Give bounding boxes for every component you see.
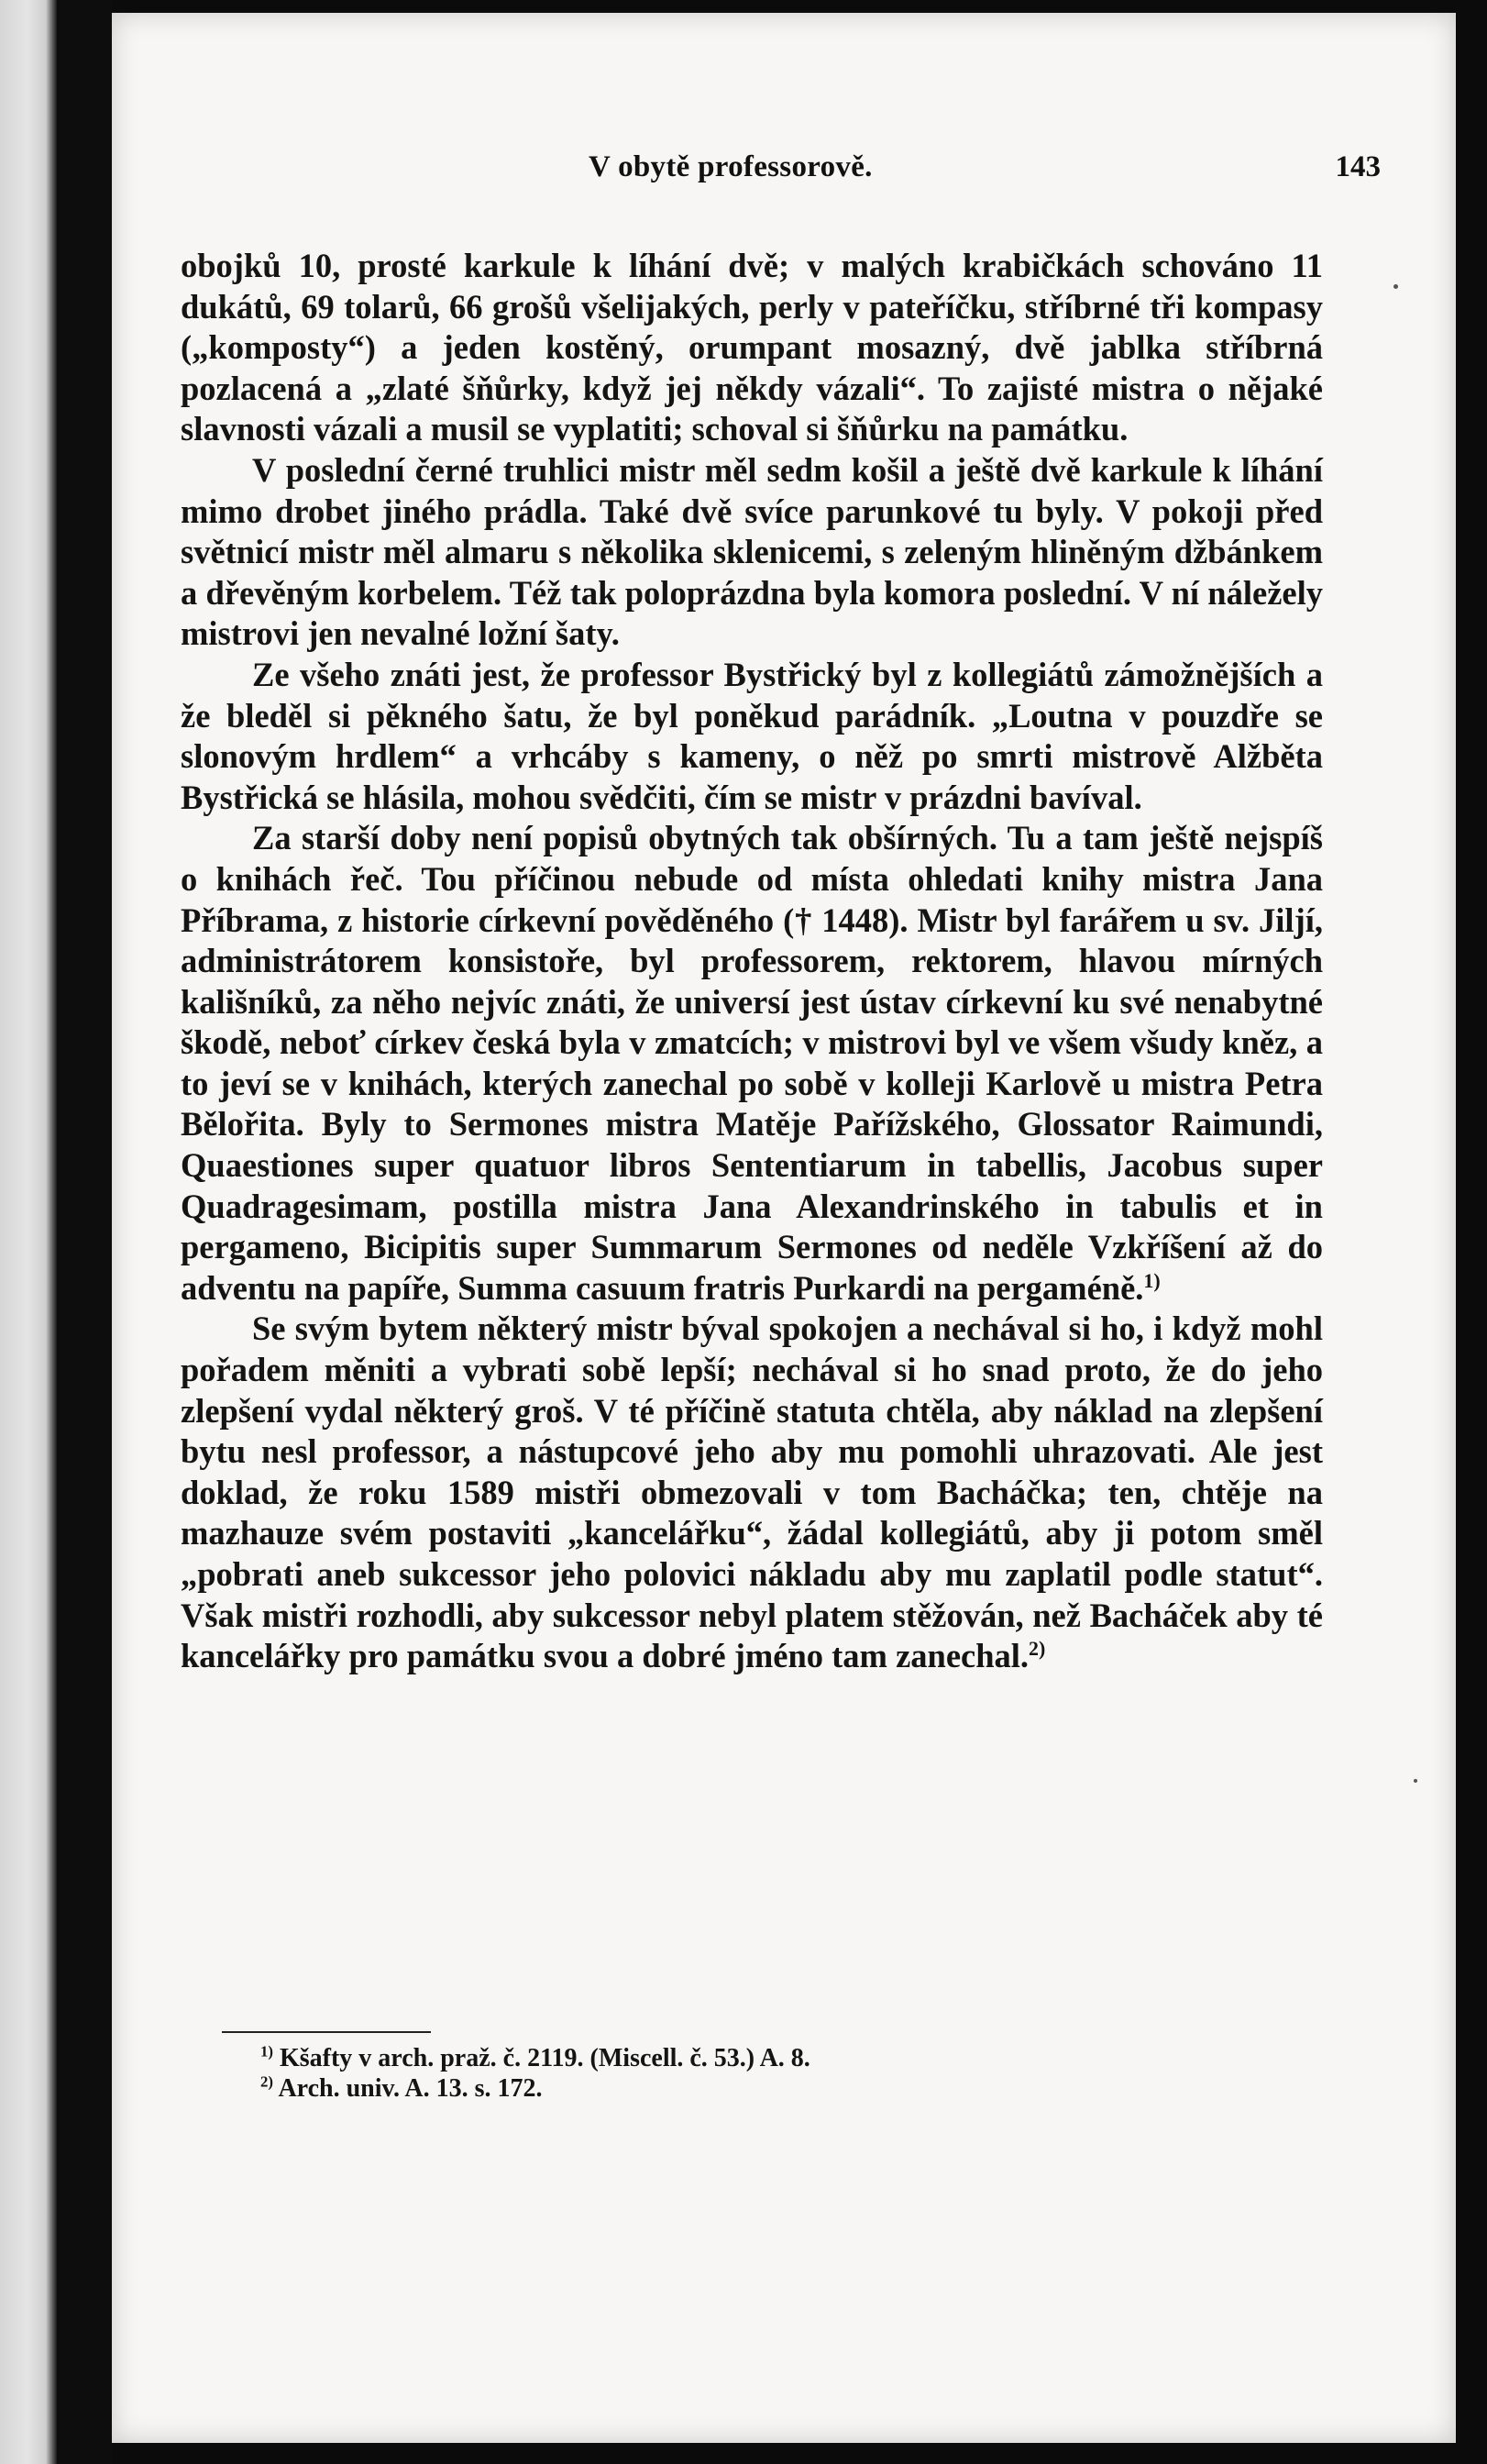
paper-speck (1393, 284, 1398, 289)
book-gutter-shadow (57, 0, 112, 2464)
adjacent-page-edge (0, 0, 57, 2464)
footnote-2 (260, 2073, 1269, 2104)
footnote-ref-1: 1) (1143, 1268, 1161, 1292)
book-page (112, 13, 1456, 2443)
footnote-2-mark: 2) (260, 2072, 273, 2091)
paragraph-5 (181, 1309, 1323, 1676)
paragraph-3-text: Ze všeho znáti jest, že professor Bystřický byl z kollegiátů zámožnějších a že bleděl si pěkného šatu, že byl poněkud parádník. „Loutna v pouzdře se slonovým hrdlem“ a vrhcáby s kameny, o něž po smrti mistrově Alžběta Bystřická se hlásila, mohou svědčiti, čím se mistr v prázdni bavíval. (181, 655, 1323, 816)
footnote-1 (260, 2043, 1269, 2073)
paragraph-4-text: Za starší doby není popisů obytných tak obšírných. Tu a tam ještě nejspíš o knihách řeč. Tou příčinou nebude od místa ohledati knihy mistra Jana Příbrama, z historie církevní pověděného († 1448). Mistr byl farářem u sv. Jiljí, administrátorem konsistoře, byl professorem, rektorem, hlavou mírných kališníků, za něho nejvíc znáti, že universí jest ústav církevní ku své nenabytné škodě, neboť církev česká byla v zmatcích; v mistrovi byl ve všem všudy kněz, a to jeví se v knihách, kterých zanechal po sobě v kolleji Karlově u mistra Petra Bělořita. Byly to Sermones mistra Matěje Pařížského, Glossator Raimundi, Quaestiones super quatuor libros Sententiarum in tabellis, Jacobus super Quadragesimam, postilla mistra Jana Alexandrinského in tabulis et in pergameno, Bicipitis super Summarum Sermones od neděle Vzkříšení až do adventu na papíře, Summa casuum fratris Purkardi na pergaméně. (181, 819, 1323, 1307)
paragraph-2-text: V poslední černé truhlici mistr měl sedm košil a ještě dvě karkule k líhání mimo drobet jiného prádla. Také dvě svíce parunkové tu byly. V pokoji před světnicí mistr měl almaru s několika sklenicemi, s zeleným hliněným džbánkem a dřevěným korbelem. Též tak poloprázdna byla komora poslední. V ní náležely mistrovi jen nevalné ložní šaty. (181, 450, 1323, 653)
paragraph-3 (181, 655, 1323, 818)
paragraph-4 (181, 818, 1323, 1309)
footnote-divider (222, 2031, 431, 2033)
running-title: V obytě professorově. (589, 150, 873, 183)
footnote-1-mark: 1) (260, 2042, 273, 2061)
footnotes (260, 2043, 1269, 2104)
footnote-1-text: Kšafty v arch. praž. č. 2119. (Miscell. č. 53.) A. 8. (279, 2044, 810, 2072)
page-header (112, 150, 1456, 187)
body-text (181, 246, 1323, 1677)
footnote-2-text: Arch. univ. A. 13. s. 172. (278, 2074, 543, 2103)
footnote-ref-2: 2) (1029, 1637, 1046, 1661)
paragraph-1-text: obojků 10, prosté karkule k líhání dvě; v malých krabičkách schováno 11 dukátů, 69 tolarů, 66 grošů všelijakých, perly v pateříčku, stříbrné tři kompasy („komposty“) a jeden kostěný, orumpant mosazný, dvě jablka stříbrná pozlacená a „zlaté šňůrky, když jej někdy vázali“. To zajisté mistra o nějaké slavnosti vázali a musil se vyplatiti; schoval si šňůrku na památku. (181, 247, 1323, 448)
paragraph-1 (181, 246, 1323, 450)
page-number: 143 (1335, 150, 1381, 183)
paragraph-2 (181, 450, 1323, 655)
paragraph-5-text: Se svým bytem některý mistr býval spokojen a nechával si ho, i když mohl pořadem měniti a vybrati sobě lepší; nechával si ho snad proto, že do jeho zlepšení vydal některý groš. V té příčině statuta chtěla, aby náklad na zlepšení bytu nesl professor, a nástupcové jeho aby mu pomohli uhrazovati. Ale jest doklad, že roku 1589 mistři obmezovali v tom Bacháčka; ten, chtěje na mazhauze svém postaviti „kancelářku“, žádal kollegiátů, aby ji potom směl „pobrati aneb sukcessor jeho polovici nákladu aby mu zaplatil podle statut“. Však mistři rozhodli, aby sukcessor nebyl platem stěžován, než Bacháček aby té kancelářky pro památku svou a dobré jméno tam zanechal. (181, 1309, 1323, 1675)
paper-speck (1414, 1779, 1417, 1783)
